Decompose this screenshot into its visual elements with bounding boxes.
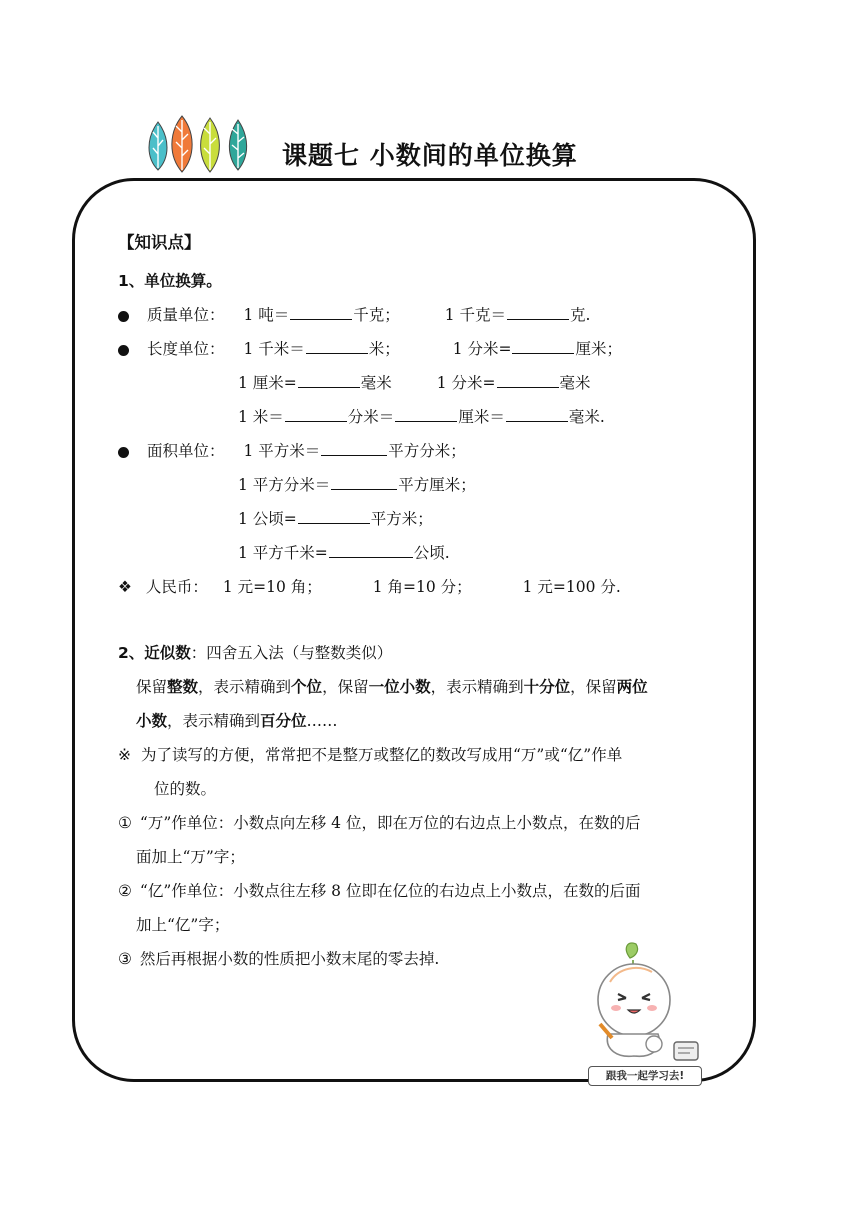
approx-paragraph-line-2: 小数，表示精确到百分位……: [136, 712, 338, 730]
fill-blank[interactable]: [329, 543, 413, 558]
mass-kg: 1 千克＝: [444, 306, 506, 324]
length-row-2: 1 厘米= 毫米 1 分米= 毫米: [238, 374, 591, 392]
mass-row: 质量单位： 1 吨＝ 千克； 1 千克＝ 克.: [118, 304, 590, 326]
item-2-line-2: 加上“亿”字；: [136, 916, 230, 934]
item-3-line-1: ③ 然后再根据小数的性质把小数末尾的零去掉.: [118, 950, 440, 968]
area-row-3: 1 公顷= 平方米；: [238, 510, 433, 528]
fill-blank[interactable]: [285, 407, 347, 422]
fill-blank[interactable]: [331, 475, 397, 490]
approx-heading: 2、近似数：四舍五入法（与整数类似）: [118, 644, 393, 662]
fill-blank[interactable]: [497, 373, 559, 388]
length-label: 长度单位：: [147, 340, 225, 358]
note-line-1: ※ 为了读写的方便，常常把不是整万或整亿的数改写成用“万”或“亿”作单: [118, 746, 623, 764]
fill-blank[interactable]: [306, 339, 368, 354]
diamond-bullet-icon: ❖: [118, 578, 132, 596]
section-header: 【知识点】: [118, 233, 201, 252]
item-1-line-1: ① “万”作单位：小数点向左移 4 位，即在万位的右边点上小数点，在数的后: [118, 814, 641, 832]
unit-conversion-heading: 1、单位换算。: [118, 272, 222, 290]
fill-blank[interactable]: [321, 441, 387, 456]
length-row-1: 长度单位： 1 千米＝ 米； 1 分米= 厘米；: [118, 338, 622, 360]
fill-blank[interactable]: [395, 407, 457, 422]
mass-label: 质量单位：: [147, 306, 225, 324]
mass-ton: 1 吨＝: [243, 306, 290, 324]
approx-paragraph-line-1: 保留整数，表示精确到个位，保留一位小数，表示精确到十分位，保留两位: [136, 678, 648, 696]
fill-blank[interactable]: [507, 305, 569, 320]
area-row-4: 1 平方千米= 公顷.: [238, 544, 450, 562]
fill-blank[interactable]: [512, 339, 574, 354]
mascot: [578, 938, 708, 1086]
area-label: 面积单位：: [147, 442, 225, 460]
bullet-icon: [118, 311, 129, 322]
circled-two-icon: ②: [118, 882, 132, 900]
money-label: 人民币：: [145, 578, 208, 596]
area-row-1: 面积单位： 1 平方米＝ 平方分米；: [118, 440, 466, 462]
reference-mark-icon: ※: [118, 746, 131, 764]
fill-blank[interactable]: [506, 407, 568, 422]
length-row-3: 1 米＝ 分米＝ 厘米＝ 毫米.: [238, 408, 605, 426]
area-row-2: 1 平方分米＝ 平方厘米；: [238, 476, 476, 494]
mascot-caption: 跟我一起学习去!: [588, 1066, 702, 1086]
item-2-line-1: ② “亿”作单位：小数点往左移 8 位即在亿位的右边点上小数点，在数的后面: [118, 882, 641, 900]
mascot-icon: [578, 938, 708, 1066]
bullet-icon: [118, 345, 129, 356]
leaves-decoration-icon: [142, 112, 262, 174]
item-1-line-2: 面加上“万”字；: [136, 848, 245, 866]
page-title: 课题七 小数间的单位换算: [282, 141, 578, 170]
note-line-2: 位的数。: [154, 780, 217, 798]
fill-blank[interactable]: [290, 305, 352, 320]
fill-blank[interactable]: [298, 373, 360, 388]
fill-blank[interactable]: [298, 509, 370, 524]
circled-one-icon: ①: [118, 814, 132, 832]
bullet-icon: [118, 447, 129, 458]
money-row: ❖ 人民币： 1 元=10 角； 1 角=10 分； 1 元=100 分.: [118, 578, 621, 596]
circled-three-icon: ③: [118, 950, 132, 968]
